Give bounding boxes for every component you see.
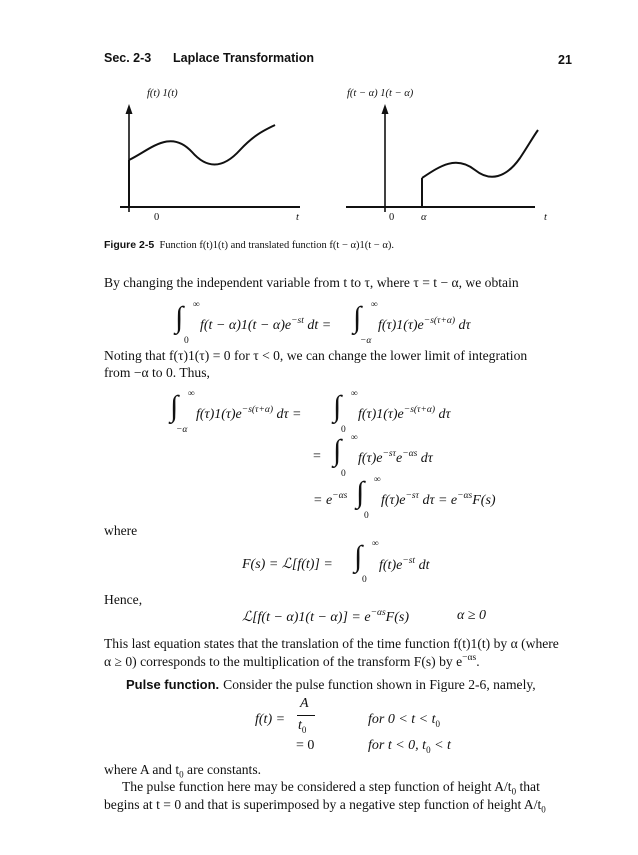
eq2-lower-limit-3: 0 xyxy=(364,511,369,521)
pulse-intro: Consider the pulse function shown in Figure 2-6, namely, xyxy=(223,677,536,692)
eq4: ℒ[f(t − $\alpha)1(t - \alpha)] = e^{-\alpha s}F(s)$ xyxy=(242,608,409,625)
right-origin-label: 0 xyxy=(389,212,395,223)
pulse-fraction-denominator: $t_0$ xyxy=(298,718,307,735)
eq3-lower-limit: 0 xyxy=(362,575,367,585)
pulse-zero-value: = 0 xyxy=(296,738,315,753)
pulse-fraction-numerator: A xyxy=(300,696,309,711)
right-curve xyxy=(422,130,538,178)
eq1-lower-limit-right: −α xyxy=(360,336,372,346)
figure-caption xyxy=(104,239,394,251)
pulse-condition-1: for $0 < t < t_0$ xyxy=(368,712,441,729)
right-alpha-label: α xyxy=(421,212,427,223)
integral-sign: ∫ xyxy=(333,390,342,423)
eq2-line-2-expr: $f(\tau)e^{-s\tau}e^{-\alpha s}$ dτ xyxy=(358,449,433,466)
integral-sign: ∫ xyxy=(354,540,363,573)
caption-text: Function f(t)1(t) and translated function f(t − α)1(t − α). xyxy=(159,240,394,251)
pulse-paragraph xyxy=(126,676,536,694)
left-curve xyxy=(129,125,275,165)
eq2-lower-limit-1b: 0 xyxy=(341,425,346,435)
eq2-line-3-prefix: = $e^{-\alpha s}$ xyxy=(313,491,348,508)
paragraph-2-line-1: Noting that f(τ)1(τ) = 0 for τ < 0, we can change the lower limit of integration xyxy=(104,348,528,363)
eq2-lower-limit-2: 0 xyxy=(341,469,346,479)
eq2-line-3-expr: $f(\tau)e^{-s\tau}$ $d\tau = e^{-\alpha s}F(s)$ xyxy=(381,491,496,508)
pulse-lhs: f(t) = xyxy=(255,712,286,727)
left-origin-label: 0 xyxy=(154,212,160,223)
integral-sign: ∫ xyxy=(356,476,365,509)
eq1-left-expr: $f(t - \alpha)1(t - \alpha)e^{-st}$ dt = xyxy=(200,316,332,333)
page-number: 21 xyxy=(558,53,572,67)
integral-sign: ∫ xyxy=(170,390,179,423)
right-y-label: f(t − α) 1(t − α) xyxy=(347,88,414,99)
left-y-label: f(t) 1(t) xyxy=(147,88,178,99)
eq2-lower-limit-1a: −α xyxy=(176,425,188,435)
eq2-upper-limit-1a: ∞ xyxy=(188,389,195,399)
eq2-upper-limit-3: ∞ xyxy=(374,475,381,485)
eq3-upper-limit: ∞ xyxy=(372,539,379,549)
eq1-upper-limit-left: ∞ xyxy=(193,300,200,310)
fraction-bar xyxy=(297,715,315,716)
eq3-left: F(s) = ℒ[f(t)] = xyxy=(242,557,333,572)
paragraph-5-line-2: begins at t = 0 and that is superimposed by a negative step function of height $A/t_0$ xyxy=(104,797,546,815)
running-title: Laplace Transformation xyxy=(173,51,315,65)
equation-1 xyxy=(175,303,183,333)
eq2-line-1-left: $f(\tau)1(\tau)e^{-s(\tau+\alpha)}$ dτ = xyxy=(196,405,302,422)
where-label-1: where xyxy=(104,523,138,538)
eq1-lower-limit-left: 0 xyxy=(184,336,189,346)
right-t-label: t xyxy=(544,212,547,223)
left-t-label: t xyxy=(296,212,299,223)
figure-2-5 xyxy=(0,0,638,260)
integral-sign: ∫ xyxy=(175,301,184,334)
eq2-line-1-right: $f(\tau)1(\tau)e^{-s(\tau+\alpha)}$ dτ xyxy=(358,405,451,422)
eq4-condition: α ≥ 0 xyxy=(457,608,487,623)
integral-sign: ∫ xyxy=(333,434,342,467)
pulse-condition-2: for t < 0, $t_0 < t$ xyxy=(368,738,451,755)
eq2-upper-limit-2: ∞ xyxy=(351,433,358,443)
caption-label: Figure 2-5 xyxy=(104,239,155,251)
eq2-upper-limit-1b: ∞ xyxy=(351,389,358,399)
paragraph-1: By changing the independent variable from t to τ, where τ = t − α, we obtain xyxy=(104,275,519,290)
integral-sign: ∫ xyxy=(353,301,362,334)
paragraph-4: where A and $t_0$ are constants. xyxy=(104,762,262,780)
eq1-right-expr: $f(\tau)1(\tau)e^{-s(\tau+\alpha)}$ dτ xyxy=(378,316,471,333)
section-label: Sec. 2-3 xyxy=(104,51,152,65)
paragraph-3-line-2: α ≥ 0) corresponds to the multiplication of the transform F(s) by $e^{-\alpha s}$. xyxy=(104,653,480,669)
paragraph-3-line-1: This last equation states that the translation of the time function f(t)1(t) by α (where xyxy=(104,636,559,651)
eq1-upper-limit-right: ∞ xyxy=(371,300,378,310)
paragraph-5-line-1: The pulse function here may be considered a step function of height $A/t_0$ that xyxy=(122,779,540,797)
left-y-arrow xyxy=(126,104,133,114)
eq2-line-2-equals: = xyxy=(313,449,321,464)
pulse-heading: Pulse function. xyxy=(126,677,220,692)
eq3-expr: $f(t)e^{-st}$ dt xyxy=(379,556,430,573)
paragraph-2-line-2: from −α to 0. Thus, xyxy=(104,365,210,380)
hence-label: Hence, xyxy=(104,592,143,607)
right-y-arrow xyxy=(382,104,389,114)
